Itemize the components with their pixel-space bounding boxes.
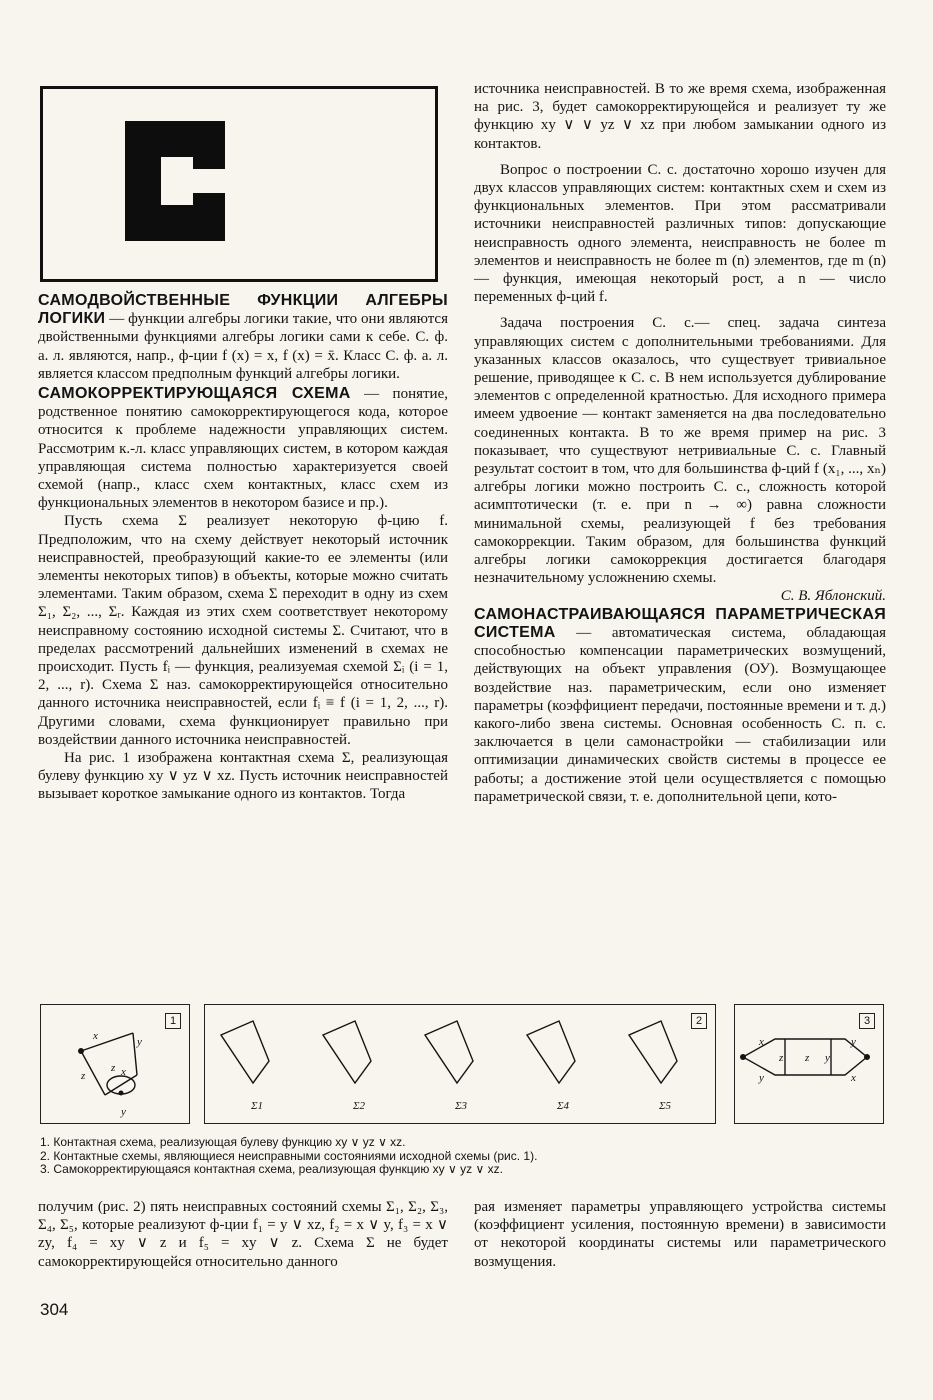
svg-text:z: z [111, 1062, 116, 1074]
svg-text:z: z [805, 1052, 810, 1064]
svg-text:z: z [779, 1052, 784, 1064]
svg-text:x: x [93, 1030, 98, 1042]
svg-text:y: y [759, 1072, 764, 1084]
right-column [474, 80, 886, 806]
paragraph: Пусть схема Σ реализует некоторую ф-цию f. Предположим, что на схему действует некоторый источник неисправностей, преобразующий какие-то ее элементы (или элементы некоторых типов) в объекты, которые можно считать элементами. Таким образом, схема Σ переходит в одну из схем Σ₁, Σ₂, ..., Σᵣ. Каждая из этих схем соответствует некоторому неисправному состоянию исходной системы Σ. Считают, что в пределах рассмотрений дальнейших изменений в схемах не происходит. Пусть fᵢ — функция, реализуемая схемой Σᵢ (i = 1, 2, ..., r). Схема Σ наз. самокорректирующейся относительно данного источника неисправностей, если fᵢ ≡ f (i = 1, 2, ..., r). Другими словами, схема функционирует правильно при воздействии данного источника неисправностей. [38, 513, 448, 748]
figure-1 [40, 1004, 190, 1124]
initial-letter-c [125, 121, 225, 241]
sigma-label: Σ1 [251, 1100, 264, 1112]
bottom-left-text: получим (рис. 2) пять неисправных состояний схемы Σ₁, Σ₂, Σ₃, Σ₄, Σ₅, которые реализуют ф-ции f₁ = y ∨ xz, f₂ = x ∨ y, f₃ = x ∨ zy, f₄ = xy ∨ z и f₅ = xy ∨ z. Схема Σ не будет самокорректирующейся относительно данного [38, 1199, 448, 1270]
paragraph: На рис. 1 изображена контактная схема Σ, реализующая булеву функцию xy ∨ yz ∨ xz. Пусть источник неисправностей вызывает короткое замыкание одного из контактов. Тогда [38, 750, 448, 803]
svg-text:x: x [121, 1066, 126, 1078]
paragraph: Вопрос о построении С. с. достаточно хорошо изучен для двух классов управляющих систем: контактных схем и схем из функциональных элементов. При этом рассматривали источники неисправностей различных типов: допускающие неисправность одного элемента, неисправность не более m элементов и неисправность не более m (n) элементов, где m (n) — функция, имеющая некоторый рост, а n — число переменных ф-ций f. [474, 161, 886, 306]
sigma-label: Σ4 [557, 1100, 570, 1112]
page-number: 304 [40, 1300, 69, 1319]
sigma-label: Σ3 [455, 1100, 468, 1112]
heading-samokorrektiruyushchayasya: САМОКОРРЕКТИРУЮЩАЯСЯ СХЕМА [38, 385, 351, 403]
svg-text:x: x [759, 1036, 764, 1048]
author-signature: С. В. Яблонский. [780, 588, 886, 605]
svg-text:y: y [137, 1036, 142, 1048]
entry-text: — автоматическая система, обладающая способностью компенсации параметрических возмущений, действующих на объект управления (ОУ). Возмущающее воздействие наз. параметрическим, если оно изменяет параметры (коэффициент передачи, постоянные времени и т. д.) какого-либо звена системы. Основная особенность С. п. с. заключается в цели самонастройки — стабилизации или оптимизации динамических свойств системы в процессе ее работы; а достижение этой цели осуществляется с помощью параметрической связи, т. е. дополнительной цепи, кото- [474, 624, 886, 805]
entry-text: — функции алгебры логики такие, что они являются двойственными функциями алгебры логики сами к себе. С. ф. а. л. являются, напр., ф-ции f (x) = x, f (x) = x̄. Класс С. ф. а. л. является классом предполным функций алгебры логики. [38, 311, 448, 382]
entry-text: — понятие, родственное понятию самокорректирующегося кода, которое относится к проблеме надежности управляющих систем. Рассмотрим к.-л. класс управляющих систем, в котором каждая управляющая система полностью характеризуется своей схемой (напр., класс схем контактных, класс схем из функциональных элементов в некотором базисе и пр.). [38, 386, 448, 512]
left-column [38, 292, 448, 804]
caption: 2. Контактные схемы, являющиеся неисправными состояниями исходной схемы (рис. 1). [40, 1148, 538, 1163]
paragraph: источника неисправностей. В то же время схема, изображенная на рис. 3, будет самокорректирующейся и реализует ту же функцию xy ∨ ∨ yz ∨ xz при любом замыкании одного из контактов. [474, 81, 886, 152]
heading-samonastraivayushchayasya: САМОНАСТРАИВАЮЩАЯСЯ ПАРАМЕТРИЧЕСКАЯ СИСТЕМА [474, 605, 886, 641]
caption: 3. Самокорректирующаяся контактная схема, реализующая функцию xy ∨ yz ∨ xz. [40, 1162, 503, 1176]
figure-number: 3 [859, 1013, 875, 1029]
figure-number: 1 [165, 1013, 181, 1029]
sigma-label: Σ2 [353, 1100, 366, 1112]
sigma-label: Σ5 [659, 1100, 672, 1112]
paragraph: Задача построения С. с.— спец. задача синтеза управляющих систем с дополнительными требованиями. Для указанных классов оказалось, что существует тривиальное решение, приводящее к С. с. В нем используется дублирование элементов с определенной кратностью. Для исходного примера имеем удвоение — контакт заменяется на два последовательно соединенных контакта. В то же время пример на рис. 3 показывает, что существуют нетривиальные С. с. Главный результат состоит в том, что для большинства ф-ций f (x₁, ..., xₙ) алгебры логики можно построить С. с., сложность которой асимптотически (т. е. при n → ∞) равна сложности минимальной схемы, реализующей f без требования самокоррекции. Таким образом, для большинства функций алгебры логики самокоррекция достигается благодаря незначительному усложнению схемы. [474, 315, 886, 587]
figure-captions [40, 1136, 900, 1177]
initial-letter-box [40, 86, 438, 282]
svg-text:y: y [851, 1036, 856, 1048]
svg-text:y: y [825, 1052, 830, 1064]
faulty-schemes-diagram [205, 1005, 717, 1125]
figure-number: 2 [691, 1013, 707, 1029]
svg-text:z: z [81, 1070, 86, 1082]
caption: 1. Контактная схема, реализующая булеву функцию xy ∨ yz ∨ xz. [40, 1135, 406, 1149]
figure-3 [734, 1004, 884, 1124]
bottom-right-text: рая изменяет параметры управляющего устройства системы (коэффициент усиления, постоянную времени) в зависимости от некоторой координаты системы или параметрического возмущения. [474, 1199, 886, 1270]
heading-samodvoistvennye: САМОДВОЙСТВЕННЫЕ ФУНКЦИИ АЛГЕБРЫ ЛОГИКИ [38, 292, 448, 328]
figure-2 [204, 1004, 716, 1124]
svg-text:x: x [851, 1072, 856, 1084]
svg-text:y: y [121, 1106, 126, 1118]
